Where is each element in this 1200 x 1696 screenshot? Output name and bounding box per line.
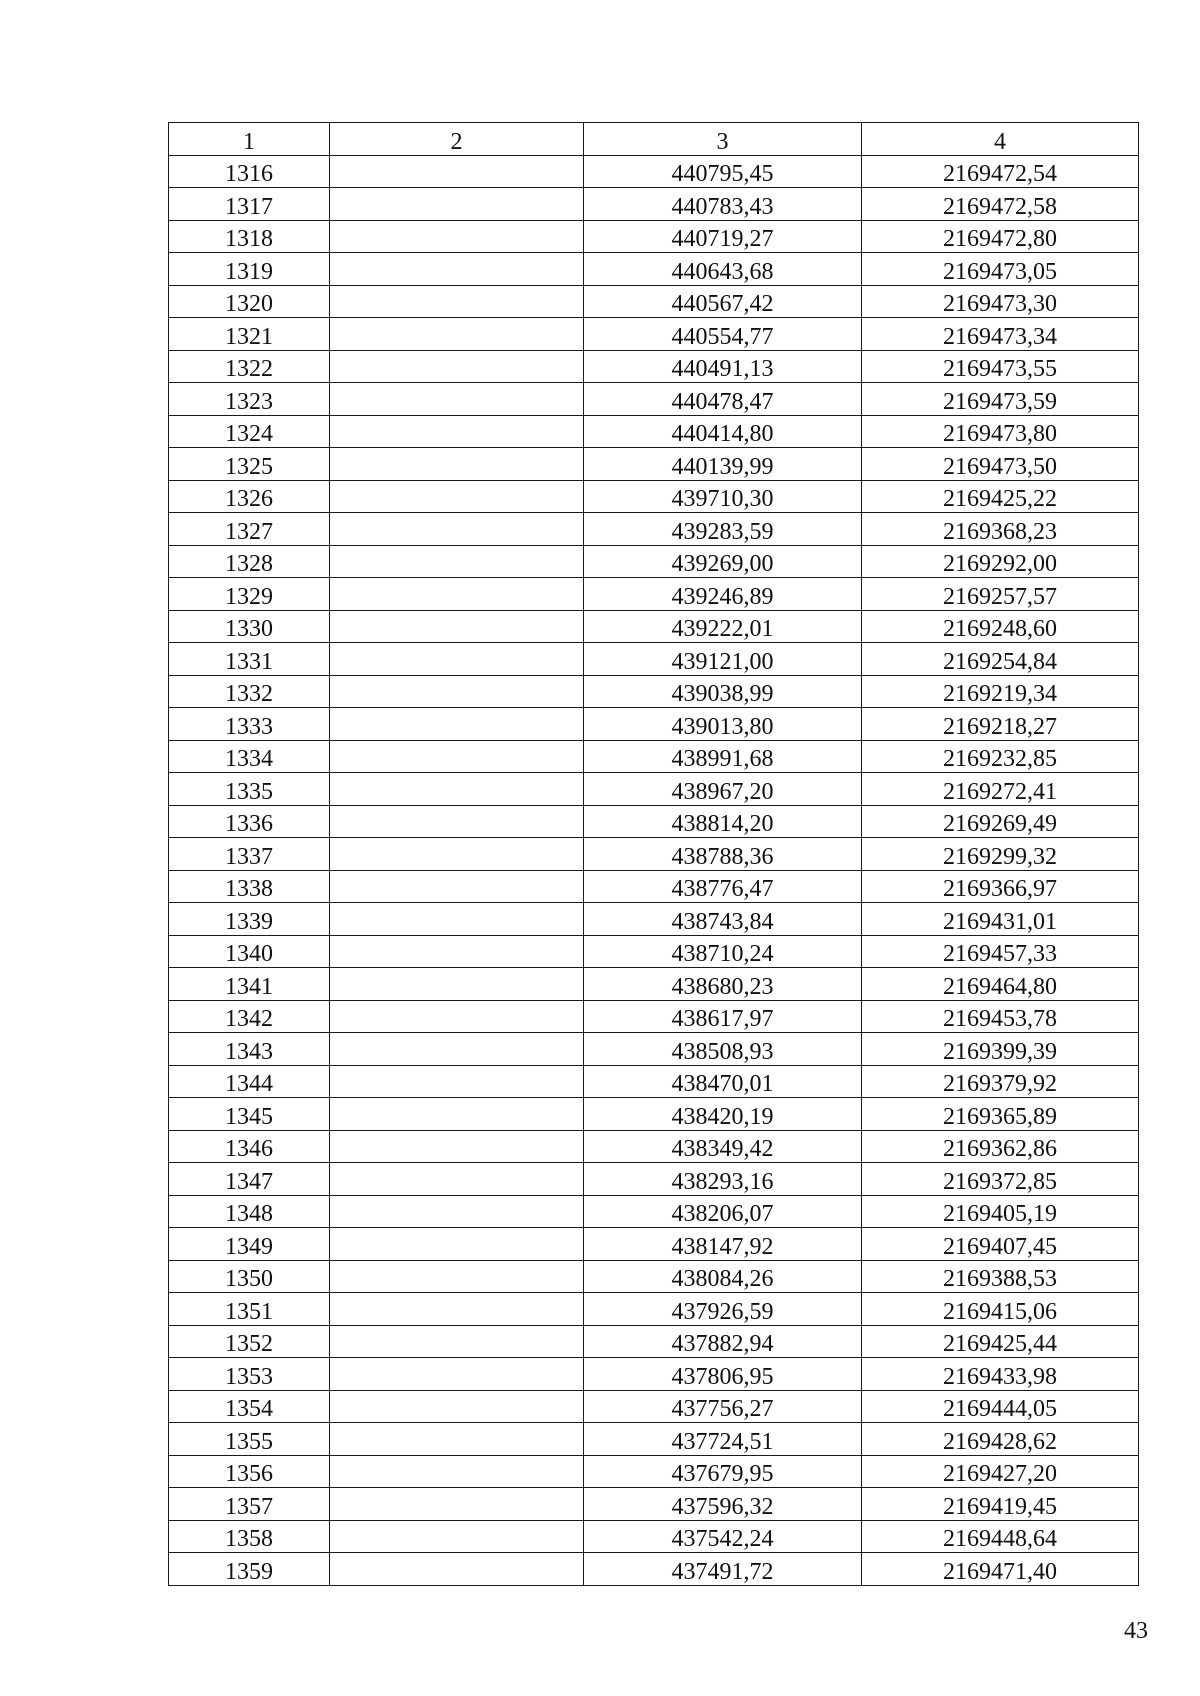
table-cell-col-3: 437756,27 <box>584 1390 862 1423</box>
table-cell-col-4: 2169219,34 <box>862 675 1139 708</box>
table-cell-col-3: 438814,20 <box>584 805 862 838</box>
table-cell-col-1: 1336 <box>169 805 330 838</box>
table-cell-col-2 <box>330 1455 584 1488</box>
header-col-2: 2 <box>330 123 584 156</box>
table-cell-col-4: 2169419,45 <box>862 1488 1139 1521</box>
table-cell-col-3: 440719,27 <box>584 220 862 253</box>
table-cell-col-4: 2169473,59 <box>862 383 1139 416</box>
table-row <box>169 415 1139 448</box>
table-cell-col-2 <box>330 1260 584 1293</box>
table-row <box>169 1260 1139 1293</box>
table-row <box>169 1358 1139 1391</box>
table-cell-col-3: 437724,51 <box>584 1423 862 1456</box>
table-cell-col-2 <box>330 578 584 611</box>
table-cell-col-2 <box>330 545 584 578</box>
table-cell-col-2 <box>330 448 584 481</box>
table-cell-col-1: 1335 <box>169 773 330 806</box>
table-cell-col-2 <box>330 1520 584 1553</box>
table-row <box>169 1195 1139 1228</box>
table-cell-col-2 <box>330 253 584 286</box>
table-cell-col-2 <box>330 383 584 416</box>
table-cell-col-1: 1319 <box>169 253 330 286</box>
table-body <box>169 155 1139 1585</box>
table-cell-col-1: 1348 <box>169 1195 330 1228</box>
table-row <box>169 870 1139 903</box>
table-cell-col-2 <box>330 1488 584 1521</box>
table-cell-col-1: 1331 <box>169 643 330 676</box>
table-cell-col-4: 2169218,27 <box>862 708 1139 741</box>
table-row <box>169 383 1139 416</box>
table-row <box>169 675 1139 708</box>
table-row <box>169 1098 1139 1131</box>
table-cell-col-1: 1328 <box>169 545 330 578</box>
table-cell-col-4: 2169472,58 <box>862 188 1139 221</box>
table-cell-col-4: 2169366,97 <box>862 870 1139 903</box>
table-cell-col-2 <box>330 1325 584 1358</box>
table-cell-col-2 <box>330 1358 584 1391</box>
table-cell-col-2 <box>330 1000 584 1033</box>
table-cell-col-1: 1343 <box>169 1033 330 1066</box>
table-row <box>169 1488 1139 1521</box>
table-row <box>169 773 1139 806</box>
table-cell-col-3: 437882,94 <box>584 1325 862 1358</box>
table-cell-col-3: 440567,42 <box>584 285 862 318</box>
table-cell-col-1: 1340 <box>169 935 330 968</box>
table-cell-col-1: 1345 <box>169 1098 330 1131</box>
table-cell-col-4: 2169425,22 <box>862 480 1139 513</box>
table-cell-col-4: 2169368,23 <box>862 513 1139 546</box>
table-cell-col-2 <box>330 1390 584 1423</box>
table-cell-col-3: 438680,23 <box>584 968 862 1001</box>
table-cell-col-3: 438293,16 <box>584 1163 862 1196</box>
table-row <box>169 350 1139 383</box>
table-cell-col-3: 438776,47 <box>584 870 862 903</box>
table-cell-col-1: 1357 <box>169 1488 330 1521</box>
table-row <box>169 935 1139 968</box>
table-cell-col-4: 2169457,33 <box>862 935 1139 968</box>
table-cell-col-2 <box>330 935 584 968</box>
table-cell-col-4: 2169473,55 <box>862 350 1139 383</box>
table-cell-col-3: 439710,30 <box>584 480 862 513</box>
table-cell-col-4: 2169473,80 <box>862 415 1139 448</box>
table-cell-col-4: 2169269,49 <box>862 805 1139 838</box>
table-cell-col-3: 438349,42 <box>584 1130 862 1163</box>
table-row <box>169 545 1139 578</box>
table-row <box>169 513 1139 546</box>
table-row <box>169 740 1139 773</box>
table-header <box>169 123 1139 156</box>
table-cell-col-2 <box>330 188 584 221</box>
table-cell-col-1: 1320 <box>169 285 330 318</box>
table-cell-col-1: 1359 <box>169 1553 330 1586</box>
table-cell-col-1: 1337 <box>169 838 330 871</box>
table-cell-col-4: 2169362,86 <box>862 1130 1139 1163</box>
table-cell-col-1: 1341 <box>169 968 330 1001</box>
table-cell-col-2 <box>330 740 584 773</box>
table-cell-col-3: 437806,95 <box>584 1358 862 1391</box>
table-cell-col-3: 437596,32 <box>584 1488 862 1521</box>
table-cell-col-3: 438470,01 <box>584 1065 862 1098</box>
table-cell-col-2 <box>330 415 584 448</box>
table-cell-col-2 <box>330 480 584 513</box>
table-cell-col-4: 2169372,85 <box>862 1163 1139 1196</box>
table-cell-col-1: 1327 <box>169 513 330 546</box>
table-cell-col-3: 440554,77 <box>584 318 862 351</box>
table-row <box>169 1553 1139 1586</box>
table-cell-col-3: 438617,97 <box>584 1000 862 1033</box>
table-cell-col-1: 1317 <box>169 188 330 221</box>
coordinates-table <box>168 122 1139 1586</box>
table-cell-col-4: 2169407,45 <box>862 1228 1139 1261</box>
table-cell-col-2 <box>330 350 584 383</box>
table-cell-col-4: 2169473,34 <box>862 318 1139 351</box>
table-cell-col-4: 2169292,00 <box>862 545 1139 578</box>
table-cell-col-1: 1346 <box>169 1130 330 1163</box>
table-cell-col-4: 2169299,32 <box>862 838 1139 871</box>
table-cell-col-1: 1353 <box>169 1358 330 1391</box>
table-cell-col-3: 440491,13 <box>584 350 862 383</box>
table-cell-col-2 <box>330 318 584 351</box>
table-cell-col-4: 2169473,30 <box>862 285 1139 318</box>
table-cell-col-1: 1354 <box>169 1390 330 1423</box>
table-cell-col-3: 438991,68 <box>584 740 862 773</box>
table-cell-col-1: 1321 <box>169 318 330 351</box>
table-row <box>169 708 1139 741</box>
table-cell-col-4: 2169365,89 <box>862 1098 1139 1131</box>
table-cell-col-3: 439013,80 <box>584 708 862 741</box>
table-cell-col-2 <box>330 1065 584 1098</box>
table-cell-col-4: 2169388,53 <box>862 1260 1139 1293</box>
table-row <box>169 318 1139 351</box>
table-cell-col-1: 1326 <box>169 480 330 513</box>
table-row <box>169 285 1139 318</box>
table-cell-col-1: 1342 <box>169 1000 330 1033</box>
table-cell-col-4: 2169473,50 <box>862 448 1139 481</box>
header-row <box>169 123 1139 156</box>
table-cell-col-2 <box>330 285 584 318</box>
table-cell-col-1: 1318 <box>169 220 330 253</box>
table-cell-col-3: 438206,07 <box>584 1195 862 1228</box>
table-row <box>169 578 1139 611</box>
table-cell-col-1: 1356 <box>169 1455 330 1488</box>
table-cell-col-3: 440139,99 <box>584 448 862 481</box>
table-cell-col-3: 440795,45 <box>584 155 862 188</box>
table-cell-col-2 <box>330 1098 584 1131</box>
table-cell-col-1: 1332 <box>169 675 330 708</box>
table-cell-col-4: 2169444,05 <box>862 1390 1139 1423</box>
table-cell-col-1: 1358 <box>169 1520 330 1553</box>
table-cell-col-3: 439121,00 <box>584 643 862 676</box>
table-cell-col-3: 438084,26 <box>584 1260 862 1293</box>
table-row <box>169 448 1139 481</box>
table-cell-col-2 <box>330 1130 584 1163</box>
table-cell-col-3: 438710,24 <box>584 935 862 968</box>
table-cell-col-2 <box>330 675 584 708</box>
table-cell-col-4: 2169433,98 <box>862 1358 1139 1391</box>
page-number: 43 <box>1124 1618 1148 1644</box>
table-cell-col-1: 1351 <box>169 1293 330 1326</box>
table-cell-col-4: 2169405,19 <box>862 1195 1139 1228</box>
table-cell-col-1: 1322 <box>169 350 330 383</box>
table-cell-col-3: 439038,99 <box>584 675 862 708</box>
table-cell-col-3: 440783,43 <box>584 188 862 221</box>
table-row <box>169 480 1139 513</box>
header-col-4: 4 <box>862 123 1139 156</box>
table-row <box>169 155 1139 188</box>
table-cell-col-2 <box>330 155 584 188</box>
table-cell-col-1: 1324 <box>169 415 330 448</box>
table-cell-col-2 <box>330 1553 584 1586</box>
table-cell-col-1: 1325 <box>169 448 330 481</box>
table-cell-col-3: 439283,59 <box>584 513 862 546</box>
table-cell-col-2 <box>330 643 584 676</box>
table-cell-col-2 <box>330 903 584 936</box>
table-cell-col-4: 2169254,84 <box>862 643 1139 676</box>
table-cell-col-1: 1355 <box>169 1423 330 1456</box>
table-row <box>169 643 1139 676</box>
table-cell-col-2 <box>330 1195 584 1228</box>
table-cell-col-1: 1338 <box>169 870 330 903</box>
table-row <box>169 1325 1139 1358</box>
table-cell-col-2 <box>330 1293 584 1326</box>
table-cell-col-3: 438147,92 <box>584 1228 862 1261</box>
table-cell-col-1: 1323 <box>169 383 330 416</box>
table-cell-col-4: 2169257,57 <box>862 578 1139 611</box>
table-row <box>169 253 1139 286</box>
table-cell-col-3: 437491,72 <box>584 1553 862 1586</box>
table-cell-col-2 <box>330 1423 584 1456</box>
table-cell-col-2 <box>330 805 584 838</box>
table-row <box>169 1163 1139 1196</box>
table-cell-col-3: 438788,36 <box>584 838 862 871</box>
table-row <box>169 188 1139 221</box>
table-cell-col-3: 439246,89 <box>584 578 862 611</box>
table-cell-col-2 <box>330 838 584 871</box>
table-cell-col-2 <box>330 968 584 1001</box>
header-col-3: 3 <box>584 123 862 156</box>
table-cell-col-1: 1347 <box>169 1163 330 1196</box>
table-cell-col-4: 2169472,54 <box>862 155 1139 188</box>
table-cell-col-2 <box>330 610 584 643</box>
table-row <box>169 1130 1139 1163</box>
table-row <box>169 610 1139 643</box>
table-cell-col-4: 2169472,80 <box>862 220 1139 253</box>
table-row <box>169 1390 1139 1423</box>
table-cell-col-4: 2169431,01 <box>862 903 1139 936</box>
table-cell-col-2 <box>330 1033 584 1066</box>
table-cell-col-4: 2169448,64 <box>862 1520 1139 1553</box>
table-row <box>169 1228 1139 1261</box>
table-cell-col-3: 438420,19 <box>584 1098 862 1131</box>
table-row <box>169 805 1139 838</box>
table-cell-col-4: 2169415,06 <box>862 1293 1139 1326</box>
table-cell-col-2 <box>330 870 584 903</box>
table-row <box>169 1455 1139 1488</box>
table-cell-col-2 <box>330 1163 584 1196</box>
table-cell-col-4: 2169473,05 <box>862 253 1139 286</box>
table-row <box>169 1293 1139 1326</box>
table-row <box>169 1065 1139 1098</box>
table-row <box>169 1033 1139 1066</box>
table-cell-col-1: 1344 <box>169 1065 330 1098</box>
table-cell-col-2 <box>330 708 584 741</box>
table-cell-col-4: 2169464,80 <box>862 968 1139 1001</box>
table-row <box>169 838 1139 871</box>
table-cell-col-4: 2169272,41 <box>862 773 1139 806</box>
table-cell-col-1: 1330 <box>169 610 330 643</box>
table-cell-col-4: 2169428,62 <box>862 1423 1139 1456</box>
table-cell-col-4: 2169471,40 <box>862 1553 1139 1586</box>
table-row <box>169 968 1139 1001</box>
table-cell-col-1: 1350 <box>169 1260 330 1293</box>
table-cell-col-4: 2169232,85 <box>862 740 1139 773</box>
table-cell-col-1: 1349 <box>169 1228 330 1261</box>
table-cell-col-1: 1329 <box>169 578 330 611</box>
table-cell-col-4: 2169248,60 <box>862 610 1139 643</box>
table-row <box>169 1423 1139 1456</box>
table-cell-col-4: 2169425,44 <box>862 1325 1139 1358</box>
table-row <box>169 1000 1139 1033</box>
table-cell-col-3: 439269,00 <box>584 545 862 578</box>
table-cell-col-3: 438743,84 <box>584 903 862 936</box>
header-col-1: 1 <box>169 123 330 156</box>
table-cell-col-1: 1339 <box>169 903 330 936</box>
table-cell-col-2 <box>330 773 584 806</box>
table-row <box>169 220 1139 253</box>
table-row <box>169 1520 1139 1553</box>
table-cell-col-4: 2169399,39 <box>862 1033 1139 1066</box>
table-cell-col-4: 2169379,92 <box>862 1065 1139 1098</box>
table-cell-col-2 <box>330 1228 584 1261</box>
table-cell-col-3: 440478,47 <box>584 383 862 416</box>
table-cell-col-1: 1352 <box>169 1325 330 1358</box>
table-cell-col-3: 437679,95 <box>584 1455 862 1488</box>
table-cell-col-4: 2169453,78 <box>862 1000 1139 1033</box>
table-cell-col-3: 437926,59 <box>584 1293 862 1326</box>
table-cell-col-4: 2169427,20 <box>862 1455 1139 1488</box>
table-cell-col-3: 437542,24 <box>584 1520 862 1553</box>
table-cell-col-3: 438508,93 <box>584 1033 862 1066</box>
table-cell-col-1: 1333 <box>169 708 330 741</box>
table-cell-col-2 <box>330 220 584 253</box>
table-cell-col-2 <box>330 513 584 546</box>
table-cell-col-3: 440643,68 <box>584 253 862 286</box>
table-cell-col-3: 438967,20 <box>584 773 862 806</box>
table-cell-col-3: 439222,01 <box>584 610 862 643</box>
table-cell-col-1: 1316 <box>169 155 330 188</box>
table-row <box>169 903 1139 936</box>
table-cell-col-3: 440414,80 <box>584 415 862 448</box>
table-cell-col-1: 1334 <box>169 740 330 773</box>
